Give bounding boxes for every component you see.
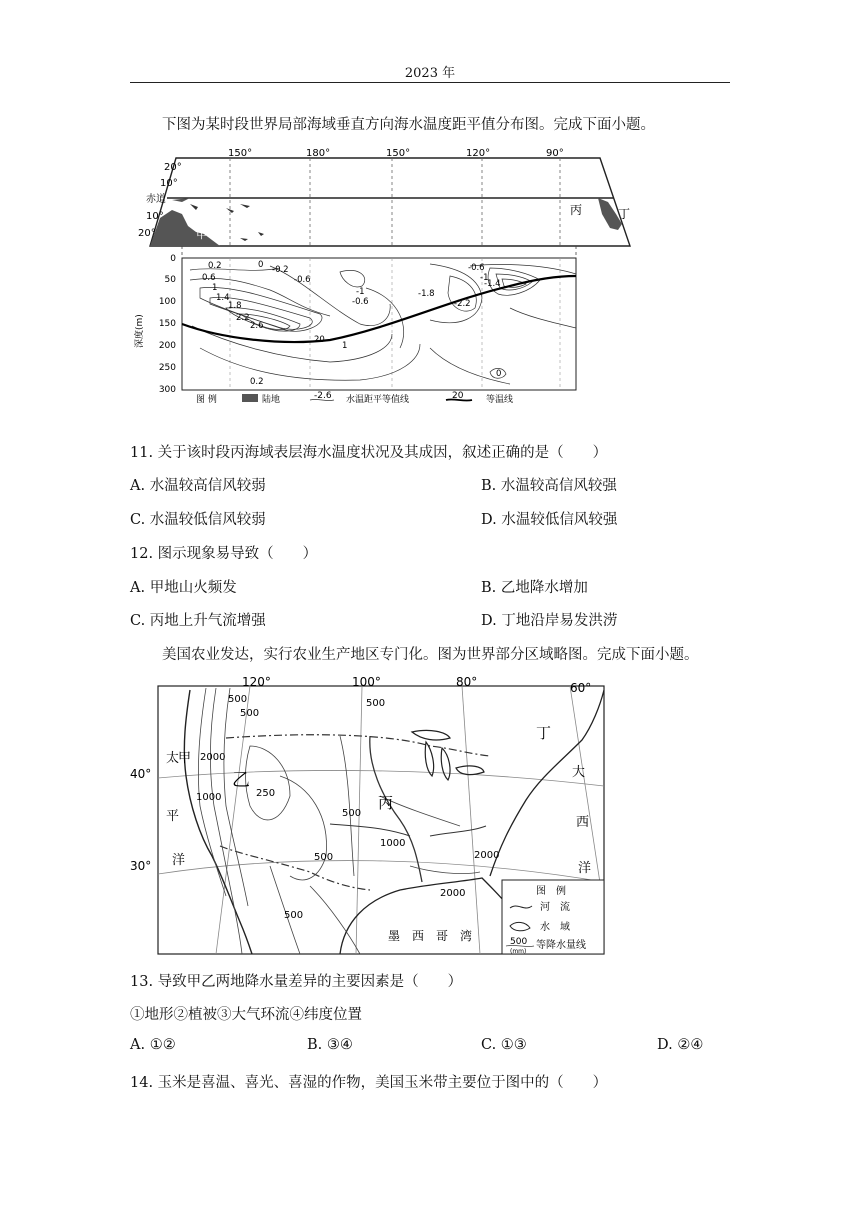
contour-label: 0.6	[202, 273, 216, 283]
question-12-option-a[interactable]: A. 甲地山火频发	[130, 580, 237, 596]
place-jia: 甲	[196, 228, 207, 241]
page-header: 2023 年	[404, 66, 456, 81]
lat-label: 30°	[130, 859, 152, 873]
lon-label: 150°	[228, 148, 253, 159]
contour-label: -0.6	[468, 263, 485, 273]
legend-title: 图 例	[196, 395, 217, 403]
legend-land: 陆地	[262, 395, 281, 403]
legend-water: 水 域	[540, 922, 570, 933]
isohyet-label: 500	[342, 808, 362, 819]
lat-label: 赤道	[146, 194, 166, 205]
lon-label: 80°	[456, 676, 478, 689]
depth-tick: 0	[170, 254, 176, 264]
lon-label: 180°	[306, 148, 331, 159]
isohyet-label: 2000	[440, 888, 466, 899]
place-da: 大	[572, 765, 586, 780]
lon-label: 90°	[546, 148, 564, 159]
question-11-stem: 11. 关于该时段丙海域表层海水温度状况及其成因，叙述正确的是（ ）	[130, 445, 608, 461]
contour-label: 0	[496, 369, 502, 379]
place-ding: 丁	[536, 724, 552, 742]
contour-label: -1	[480, 273, 489, 283]
isohyet-label: 500	[240, 708, 260, 719]
place-yang2: 洋	[578, 861, 592, 876]
question-14-stem: 14. 玉米是喜温、喜光、喜湿的作物，美国玉米带主要位于图中的（ ）	[130, 1075, 608, 1091]
contour-label: -1	[356, 287, 365, 297]
place-yi: 乙	[232, 770, 250, 791]
place-jia: 甲	[178, 751, 192, 766]
legend-isotherm-label: 等温线	[486, 395, 514, 403]
intro-text-1: 下图为某时段世界局部海域垂直方向海水温度距平值分布图。完成下面小题。	[162, 117, 655, 133]
lon-label: 60°	[570, 681, 592, 695]
figure-us-precipitation-map	[130, 676, 610, 958]
question-13-option-c[interactable]: C. ①③	[481, 1037, 527, 1053]
contour-label: 1.8	[228, 301, 242, 311]
question-11-option-a[interactable]: A. 水温较高信风较弱	[130, 478, 266, 494]
isohyet-label: 500	[284, 910, 304, 921]
figure-ocean-temperature-anomaly	[130, 148, 640, 403]
place-xi: 西	[576, 815, 590, 830]
lat-label: 10°	[146, 211, 164, 222]
place-ping: 平	[166, 809, 180, 824]
contour-label: 0.2	[208, 261, 222, 271]
place-ding: 丁	[618, 207, 631, 221]
question-13-stem: 13. 导致甲乙两地降水量差异的主要因素是（ ）	[130, 974, 463, 990]
isohyet-label: 250	[256, 788, 276, 799]
question-12-stem: 12. 图示现象易导致（ ）	[130, 546, 318, 562]
lon-label: 120°	[466, 148, 491, 159]
isohyet-label: 2000	[200, 752, 226, 763]
lon-label: 150°	[386, 148, 411, 159]
place-tai: 太	[166, 751, 180, 766]
isohyet-label: 500	[314, 852, 334, 863]
gulf-label: 墨 西 哥 湾	[388, 929, 473, 943]
contour-label: -1.8	[418, 289, 435, 299]
isohyet-label: 500	[228, 694, 248, 705]
question-12-option-c[interactable]: C. 丙地上升气流增强	[130, 613, 266, 629]
contour-label: 1	[342, 341, 348, 351]
contour-label: 0	[258, 260, 264, 270]
contour-label: -0.2	[272, 265, 289, 275]
place-yang: 洋	[172, 853, 186, 868]
legend-title: 图 例	[536, 886, 566, 897]
depth-tick: 250	[158, 363, 176, 373]
lat-label: 20°	[138, 228, 156, 239]
contour-label: -1.4	[484, 279, 501, 289]
contour-label: -2.2	[454, 299, 471, 309]
contour-label: -0.6	[352, 297, 369, 307]
lon-label: 120°	[242, 676, 271, 689]
depth-tick: 200	[158, 341, 176, 351]
legend-isohyet-value: 500	[510, 937, 528, 947]
contour-label: 2.2	[236, 313, 250, 323]
header-rule	[130, 82, 730, 83]
contour-label: 20	[314, 335, 325, 345]
legend-anomaly-label: 水温距平等值线	[346, 395, 410, 403]
question-11-option-d[interactable]: D. 水温较低信风较强	[481, 512, 618, 528]
isohyet-label: 2000	[474, 850, 500, 861]
depth-tick: 50	[164, 275, 176, 285]
lat-label: 40°	[130, 767, 152, 781]
question-12-option-d[interactable]: D. 丁地沿岸易发洪涝	[481, 613, 618, 629]
isohyet-label: 1000	[196, 792, 222, 803]
isohyet-label: 1000	[380, 838, 406, 849]
question-12-option-b[interactable]: B. 乙地降水增加	[481, 580, 588, 596]
legend-isotherm-value: 20	[452, 391, 464, 401]
legend-isohyet-label: 等降水量线	[536, 940, 586, 951]
question-11-option-c[interactable]: C. 水温较低信风较弱	[130, 512, 266, 528]
contour-label: -0.6	[294, 275, 311, 285]
depth-tick: 100	[158, 297, 176, 307]
question-13-option-a[interactable]: A. ①②	[130, 1037, 176, 1053]
intro-text-2: 美国农业发达，实行农业生产地区专门化。图为世界部分区域略图。完成下面小题。	[162, 647, 699, 663]
contour-label: 0.2	[250, 377, 264, 387]
question-11-option-b[interactable]: B. 水温较高信风较强	[481, 478, 617, 494]
legend-isohyet-unit: (mm)	[510, 948, 527, 955]
lat-label: 10°	[160, 178, 178, 189]
lat-label: 20°	[164, 162, 182, 173]
contour-label: 2.6	[250, 321, 264, 331]
question-13-factors: ①地形②植被③大气环流④纬度位置	[130, 1007, 362, 1023]
depth-tick: 150	[158, 319, 176, 329]
contour-label: 1	[212, 283, 218, 293]
place-bing: 丙	[570, 203, 583, 217]
legend-anomaly-value: -2.6	[314, 391, 332, 401]
place-bing: 丙	[378, 794, 394, 812]
question-13-option-b[interactable]: B. ③④	[307, 1037, 353, 1053]
legend-river: 河 流	[540, 902, 570, 913]
depth-axis-title: 深度(m)	[135, 314, 145, 348]
contour-label: 1.4	[216, 293, 230, 303]
isohyet-label: 500	[366, 698, 386, 709]
question-13-option-d[interactable]: D. ②④	[657, 1037, 704, 1053]
lon-label: 100°	[352, 676, 381, 689]
depth-tick: 300	[158, 385, 176, 395]
